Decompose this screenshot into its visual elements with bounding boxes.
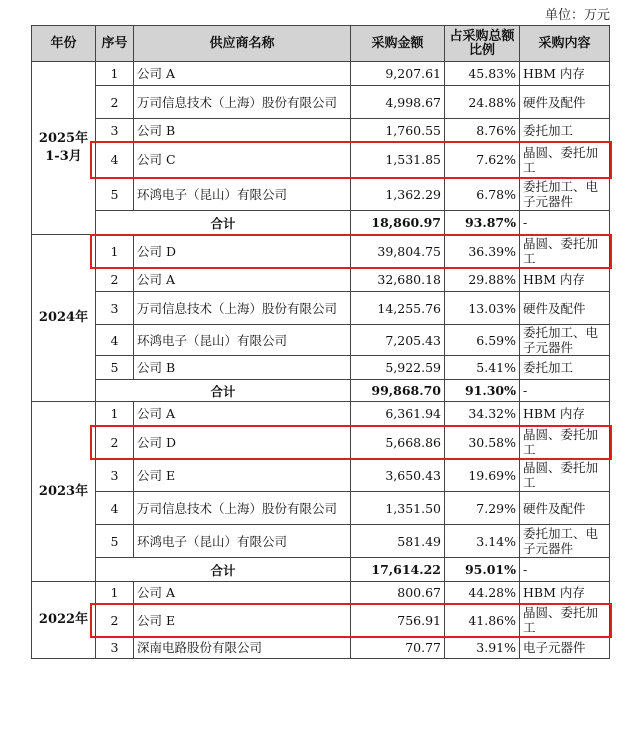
content-cell: 晶圆、委托加工 — [520, 604, 610, 637]
content-cell: HBM 内存 — [520, 268, 610, 292]
seq-cell: 1 — [96, 62, 134, 86]
table-row — [32, 459, 610, 492]
highlight-box — [90, 141, 612, 179]
amount-cell: 14,255.76 — [351, 292, 445, 325]
total-pct-cell: 91.30% — [445, 380, 520, 402]
table-row — [32, 582, 610, 604]
total-content-cell: - — [520, 211, 610, 235]
seq-cell: 2 — [96, 268, 134, 292]
amount-cell: 1,362.29 — [351, 178, 445, 211]
pct-cell: 5.41% — [445, 356, 520, 380]
table-row — [32, 178, 610, 211]
header-supplier: 供应商名称 — [134, 26, 351, 62]
total-pct-cell: 93.87% — [445, 211, 520, 235]
seq-cell: 3 — [96, 292, 134, 325]
content-cell: 晶圆、委托加工 — [520, 426, 610, 459]
amount-cell: 39,804.75 — [351, 235, 445, 268]
pct-cell: 34.32% — [445, 402, 520, 426]
total-row — [32, 380, 610, 402]
supplier-name-cell: 公司 E — [134, 459, 351, 492]
pct-cell: 3.91% — [445, 637, 520, 659]
total-amount-cell: 17,614.22 — [351, 558, 445, 582]
total-label-cell: 合计 — [96, 211, 351, 235]
pct-cell: 7.62% — [445, 142, 520, 178]
supplier-name-cell: 公司 B — [134, 356, 351, 380]
content-cell: 晶圆、委托加工 — [520, 235, 610, 268]
pct-cell: 36.39% — [445, 235, 520, 268]
content-cell: 晶圆、委托加工 — [520, 142, 610, 178]
pct-cell: 30.58% — [445, 426, 520, 459]
supplier-name-cell: 公司 A — [134, 582, 351, 604]
content-cell: 委托加工 — [520, 356, 610, 380]
amount-cell: 581.49 — [351, 525, 445, 558]
pct-cell: 41.86% — [445, 604, 520, 637]
seq-cell: 2 — [96, 604, 134, 637]
amount-cell: 9,207.61 — [351, 62, 445, 86]
amount-cell: 800.67 — [351, 582, 445, 604]
content-cell: 硬件及配件 — [520, 292, 610, 325]
table-row — [32, 492, 610, 525]
seq-cell: 4 — [96, 492, 134, 525]
seq-cell: 2 — [96, 86, 134, 119]
content-cell: 硬件及配件 — [520, 492, 610, 525]
supplier-name-cell: 公司 A — [134, 402, 351, 426]
table-row — [32, 356, 610, 380]
supplier-name-cell: 环鸿电子（昆山）有限公司 — [134, 178, 351, 211]
year-cell: 2024年 — [32, 235, 96, 402]
amount-cell: 7,205.43 — [351, 325, 445, 356]
seq-cell: 5 — [96, 356, 134, 380]
total-row — [32, 211, 610, 235]
supplier-name-cell: 公司 A — [134, 62, 351, 86]
content-cell: HBM 内存 — [520, 582, 610, 604]
seq-cell: 3 — [96, 119, 134, 142]
supplier-name-cell: 万司信息技术（上海）股份有限公司 — [134, 86, 351, 119]
highlight-box — [90, 234, 612, 269]
amount-cell: 1,351.50 — [351, 492, 445, 525]
total-amount-cell: 18,860.97 — [351, 211, 445, 235]
header-amount: 采购金额 — [351, 26, 445, 62]
year-cell: 2025年 1-3月 — [32, 62, 96, 235]
table-row — [32, 637, 610, 659]
seq-cell: 3 — [96, 637, 134, 659]
table-row — [32, 86, 610, 119]
supplier-name-cell: 环鸿电子（昆山）有限公司 — [134, 325, 351, 356]
amount-cell: 5,668.86 — [351, 426, 445, 459]
supplier-name-cell: 深南电路股份有限公司 — [134, 637, 351, 659]
total-amount-cell: 99,868.70 — [351, 380, 445, 402]
supplier-name-cell: 公司 B — [134, 119, 351, 142]
table-row — [32, 402, 610, 426]
pct-cell: 6.59% — [445, 325, 520, 356]
year-cell: 2023年 — [32, 402, 96, 582]
amount-cell: 1,760.55 — [351, 119, 445, 142]
supplier-name-cell: 环鸿电子（昆山）有限公司 — [134, 525, 351, 558]
amount-cell: 4,998.67 — [351, 86, 445, 119]
header-row — [32, 26, 610, 62]
total-label-cell: 合计 — [96, 558, 351, 582]
pct-cell: 45.83% — [445, 62, 520, 86]
unit-label: 单位：万元 — [544, 8, 610, 23]
amount-cell: 3,650.43 — [351, 459, 445, 492]
content-cell: 电子元器件 — [520, 637, 610, 659]
content-cell: 晶圆、委托加工 — [520, 459, 610, 492]
supplier-name-cell: 万司信息技术（上海）股份有限公司 — [134, 492, 351, 525]
supplier-purchase-table — [31, 25, 610, 659]
amount-cell: 5,922.59 — [351, 356, 445, 380]
seq-cell: 1 — [96, 582, 134, 604]
amount-cell: 32,680.18 — [351, 268, 445, 292]
header-seq: 序号 — [96, 26, 134, 62]
pct-cell: 44.28% — [445, 582, 520, 604]
header-year: 年份 — [32, 26, 96, 62]
amount-cell: 70.77 — [351, 637, 445, 659]
highlight-box — [90, 425, 612, 460]
table-row — [32, 325, 610, 356]
total-row — [32, 558, 610, 582]
total-content-cell: - — [520, 380, 610, 402]
supplier-name-cell: 公司 C — [134, 142, 351, 178]
supplier-name-cell: 万司信息技术（上海）股份有限公司 — [134, 292, 351, 325]
seq-cell: 3 — [96, 459, 134, 492]
pct-cell: 8.76% — [445, 119, 520, 142]
pct-cell: 24.88% — [445, 86, 520, 119]
pct-cell: 7.29% — [445, 492, 520, 525]
pct-cell: 19.69% — [445, 459, 520, 492]
amount-cell: 6,361.94 — [351, 402, 445, 426]
seq-cell: 1 — [96, 402, 134, 426]
supplier-name-cell: 公司 A — [134, 268, 351, 292]
content-cell: 委托加工、电子元器件 — [520, 525, 610, 558]
table-row — [32, 525, 610, 558]
year-cell: 2022年 — [32, 582, 96, 659]
content-cell: 委托加工 — [520, 119, 610, 142]
seq-cell: 1 — [96, 235, 134, 268]
seq-cell: 4 — [96, 325, 134, 356]
content-cell: HBM 内存 — [520, 402, 610, 426]
pct-cell: 3.14% — [445, 525, 520, 558]
content-cell: 委托加工、电子元器件 — [520, 325, 610, 356]
supplier-name-cell: 公司 E — [134, 604, 351, 637]
seq-cell: 5 — [96, 525, 134, 558]
seq-cell: 4 — [96, 142, 134, 178]
table-row — [32, 292, 610, 325]
total-label-cell: 合计 — [96, 380, 351, 402]
amount-cell: 1,531.85 — [351, 142, 445, 178]
amount-cell: 756.91 — [351, 604, 445, 637]
supplier-name-cell: 公司 D — [134, 426, 351, 459]
seq-cell: 2 — [96, 426, 134, 459]
table-row — [32, 268, 610, 292]
table-row — [32, 62, 610, 86]
pct-cell: 29.88% — [445, 268, 520, 292]
content-cell: HBM 内存 — [520, 62, 610, 86]
pct-cell: 6.78% — [445, 178, 520, 211]
content-cell: 硬件及配件 — [520, 86, 610, 119]
pct-cell: 13.03% — [445, 292, 520, 325]
highlight-box — [90, 603, 612, 638]
total-content-cell: - — [520, 558, 610, 582]
content-cell: 委托加工、电子元器件 — [520, 178, 610, 211]
header-content: 采购内容 — [520, 26, 610, 62]
table-row — [32, 119, 610, 142]
header-pct: 占采购总额比例 — [445, 26, 520, 62]
seq-cell: 5 — [96, 178, 134, 211]
total-pct-cell: 95.01% — [445, 558, 520, 582]
supplier-name-cell: 公司 D — [134, 235, 351, 268]
